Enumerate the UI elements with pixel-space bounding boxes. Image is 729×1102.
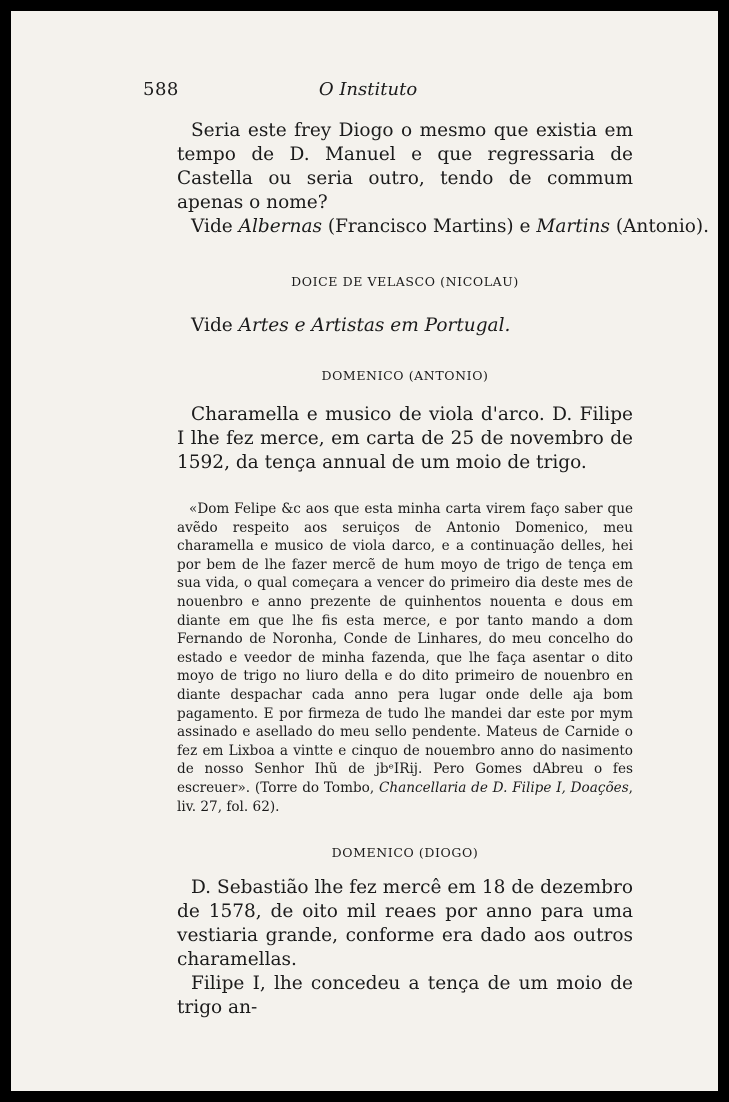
domenico-diogo-paragraph-1: D. Sebastião lhe fez mercê em 18 de dezembro de 1578, de oito mil reaes por anno para uma vestiaria grande, conforme era dado aos outros charamellas. bbox=[177, 877, 633, 971]
domenico-antonio-paragraph: Charamella e musico de viola d'arco. D. Filipe I lhe fez merce, em carta de 25 de novembro de 1592, da tença annual de um moio de trigo. bbox=[177, 404, 633, 473]
section-heading-domenico-diogo: DOMENICO (DIOGO) bbox=[331, 845, 479, 861]
book-page bbox=[11, 11, 718, 1091]
intro-vide-line bbox=[177, 215, 709, 239]
archival-quote bbox=[177, 500, 633, 816]
vide-name-martins-rest: (Antonio). bbox=[609, 216, 709, 237]
vide-name-martins: Martins bbox=[536, 216, 610, 237]
running-title: O Instituto bbox=[318, 79, 418, 100]
doice-vide-prefix: Vide bbox=[191, 315, 239, 336]
vide-prefix: Vide bbox=[191, 216, 239, 237]
vide-name-albernas: Albernas bbox=[238, 216, 322, 237]
intro-paragraph: Seria este frey Diogo o mesmo que existia em tempo de D. Manuel e que regressaria de Castella ou seria outro, tendo de commum apenas o nome? bbox=[177, 120, 633, 213]
doice-vide-title: Artes e Artistas em Portugal. bbox=[238, 315, 511, 336]
domenico-diogo-paragraph-2: Filipe I, lhe concedeu a tença de um moio de trigo an- bbox=[177, 973, 633, 1019]
page-body bbox=[177, 119, 709, 1020]
page-header bbox=[143, 79, 593, 101]
section-heading-doice: DOICE DE VELASCO (NICOLAU) bbox=[291, 274, 519, 289]
quote-source-title: Chancellaria de D. Filipe I, Doações bbox=[378, 779, 629, 796]
section-heading-domenico-antonio: DOMENICO (ANTONIO) bbox=[321, 368, 489, 383]
vide-name-albernas-rest: (Francisco Martins) e bbox=[321, 216, 537, 237]
quote-text: «Dom Felipe &c aos que esta minha carta virem faço saber que avẽdo respeito aos seruiços de Antonio Domenico, meu charamella e musico de viola darco, e a continuação delles, hei por bem de lhe fazer mercẽ de hum moyo de trigo de tença em sua vida, o qual começara a vencer do primeiro dia deste mes de nouenbro e anno prezente de quinhentos nouenta e dous em diante em que lhe fis esta merce, e por tanto mando a dom Fernando de Noronha, Conde de Linhares, do meu concelho do estado e veedor de minha fazenda, que lhe faça asentar o dito moyo de trigo no liuro della e do dito primeiro de nouenbro en diante despachar cada anno pera lugar onde delle aja bom pagamento. E por firmeza de tudo lhe mandei dar este por mym assinado e asellado do meu sello pendente. Mateus de Carnide o fez em Lixboa a vintte e cinquo de nouembro anno do nasimento de nosso Senhor Ihũ de jbᵉIRij. Pero Gomes dAbreu o fes escreuer». (Torre do Tombo, bbox=[177, 501, 633, 796]
page-number: 588 bbox=[143, 79, 179, 100]
doice-vide-line bbox=[177, 314, 633, 338]
quote-source-rest: , liv. 27, fol. 62). bbox=[177, 779, 633, 815]
